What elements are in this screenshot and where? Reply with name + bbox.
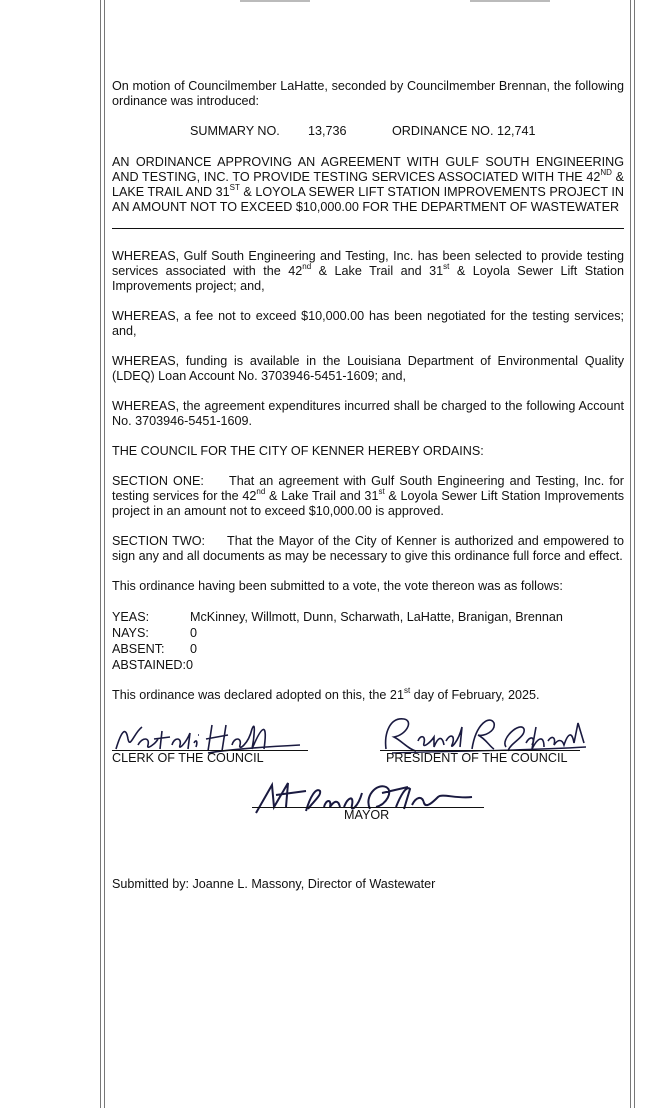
vote-value: McKinney, Willmott, Dunn, Scharwath, LaHatte, Branigan, Brennan <box>190 610 563 624</box>
whereas-4: WHEREAS, the agreement expenditures incurred shall be charged to the following Account No. 3703946-5451-1609. <box>112 399 624 428</box>
ordains-statement: THE COUNCIL FOR THE CITY OF KENNER HEREBY ORDAINS: <box>112 444 484 458</box>
vote-label: ABSENT: <box>112 642 165 656</box>
section-text: & Lake Trail and 31 <box>265 489 379 503</box>
vote-value: 0 <box>185 658 193 672</box>
ordinance-title <box>112 155 624 215</box>
title-text: & LAKE TRAIL AND 31 <box>112 170 624 199</box>
whereas-sup: st <box>443 261 450 271</box>
section-sup: nd <box>256 486 266 496</box>
right-margin-rule-outer <box>634 0 635 1108</box>
vote-label: ABSTAINED: <box>112 658 186 672</box>
top-edge-mark <box>470 0 550 2</box>
clerk-label: CLERK OF THE COUNCIL <box>112 751 264 765</box>
ordinance-document <box>112 79 624 892</box>
title-divider <box>112 228 624 229</box>
vote-row-yeas <box>112 609 624 625</box>
whereas-1 <box>112 249 624 294</box>
adoption-statement <box>112 685 624 703</box>
vote-intro: This ordinance having been submitted to a vote, the vote thereon was as follows: <box>112 579 563 593</box>
vote-row-nays <box>112 625 624 641</box>
top-edge-mark <box>240 0 310 2</box>
title-sup: ND <box>600 167 612 177</box>
vote-value: 0 <box>190 626 198 640</box>
submitted-by: Submitted by: Joanne L. Massony, Director of Wastewater <box>112 877 436 891</box>
adoption-sup: st <box>403 685 411 695</box>
summary-line <box>112 124 624 139</box>
title-text: AN ORDINANCE APPROVING AN AGREEMENT WITH GULF SOUTH ENGINEERING AND TESTING, INC. TO PROVIDE TESTING SERVICES ASSOCIATED WITH THE 42 <box>112 155 624 184</box>
vote-value: 0 <box>190 642 198 656</box>
president-label: PRESIDENT OF THE COUNCIL <box>386 751 568 765</box>
right-margin-rule-inner <box>630 0 631 1108</box>
left-margin-rule-outer <box>100 0 101 1108</box>
whereas-text: & Loyola Sewer Lift Station Improvements project; and, <box>112 264 624 293</box>
vote-tally <box>112 609 624 673</box>
summary-number: 13,736 <box>308 124 347 138</box>
title-sup: ST <box>229 182 240 192</box>
ordinance-number: ORDINANCE NO. 12,741 <box>392 124 536 138</box>
whereas-3: WHEREAS, funding is available in the Louisiana Department of Environmental Quality (LDEQ) Loan Account No. 3703946-5451-1609; and, <box>112 354 624 383</box>
adoption-text: day of February, 2025. <box>410 688 540 702</box>
whereas-sup: nd <box>302 261 312 271</box>
intro-paragraph: On motion of Councilmember LaHatte, seconded by Councilmember Brennan, the following ordinance was introduced: <box>112 79 624 108</box>
adoption-text: This ordinance was declared adopted on this, the 21 <box>112 688 404 702</box>
section-two: SECTION TWO: That the Mayor of the City of Kenner is authorized and empowered to sign any and all documents as may be necessary to give this ordinance full force and effect. <box>112 534 624 563</box>
left-margin-rule-inner <box>104 0 105 1108</box>
section-text: & Loyola Sewer Lift Station Improvements project in an amount not to exceed $10,000.00 is approved. <box>112 489 625 518</box>
vote-label: NAYS: <box>112 626 149 640</box>
whereas-text: WHEREAS, Gulf South Engineering and Testing, Inc. has been selected to provide testing services associated with the 42 <box>112 249 624 278</box>
whereas-2: WHEREAS, a fee not to exceed $10,000.00 has been negotiated for the testing services; and, <box>112 309 624 338</box>
section-text: SECTION ONE: That an agreement with Gulf South Engineering and Testing, Inc. for testing services for the 42 <box>112 474 624 503</box>
signature-block <box>112 719 624 869</box>
vote-row-absent <box>112 641 624 657</box>
summary-label: SUMMARY NO. <box>190 124 280 138</box>
section-one <box>112 474 624 519</box>
section-sup: st <box>378 486 385 496</box>
title-text: & LOYOLA SEWER LIFT STATION IMPROVEMENTS PROJECT IN AN AMOUNT NOT TO EXCEED $10,000.00 FOR THE DEPARTMENT OF WASTEWATER <box>112 185 624 214</box>
vote-row-abstained <box>112 657 624 673</box>
mayor-label: MAYOR <box>344 808 390 822</box>
vote-label: YEAS: <box>112 610 150 624</box>
whereas-text: & Lake Trail and 31 <box>311 264 444 278</box>
